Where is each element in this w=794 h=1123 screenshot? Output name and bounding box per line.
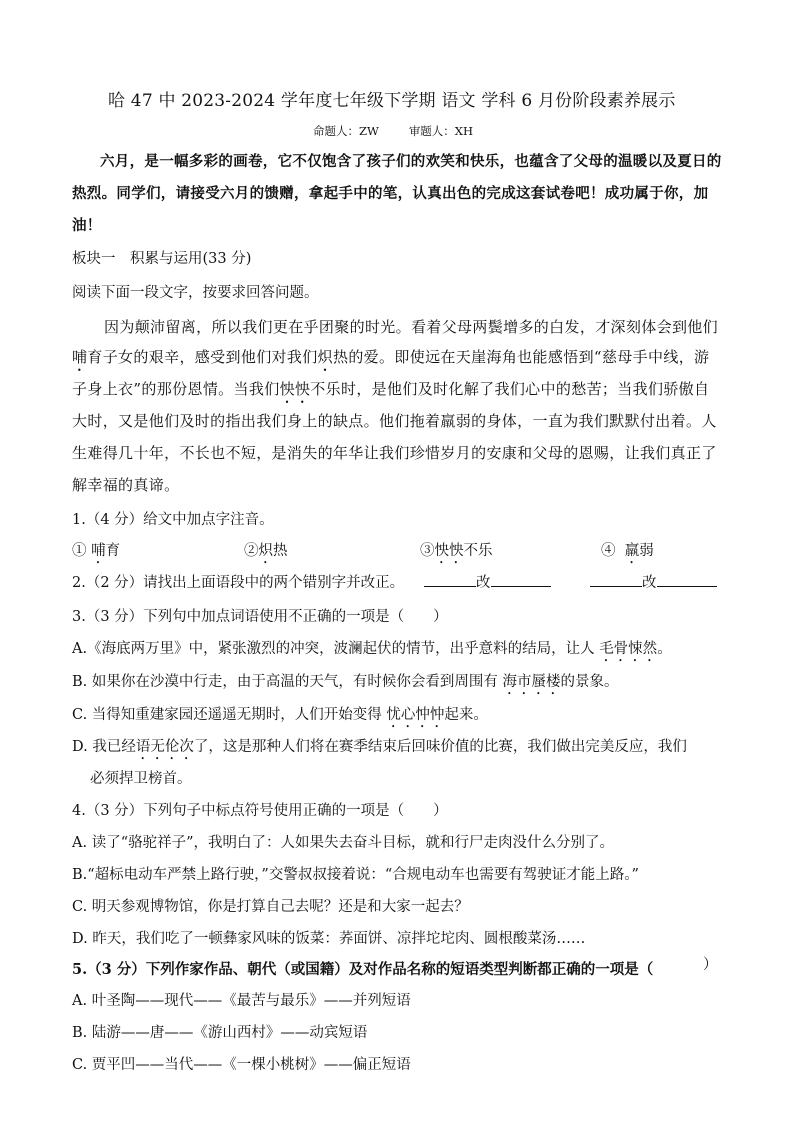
section-title: 板块一 积累与运用(33 分) bbox=[72, 251, 252, 267]
reviewer-label: 审题人：XH bbox=[408, 124, 474, 138]
author-line bbox=[313, 123, 473, 139]
intro-line-1: 六月，是一幅多彩的画卷，它不仅饱含了孩子们的欢笑和快乐，也蕴含了父母的温暖以及夏日的 bbox=[100, 153, 722, 170]
passage-line-6: 解幸福的真谛。 bbox=[72, 476, 180, 494]
q1-option-1: ① 哺育 bbox=[72, 543, 121, 559]
q5-option-c: C. 贾平凹——当代——《一棵小桃树》——偏正短语 bbox=[72, 1057, 411, 1073]
dotted-char-chi: 炽 bbox=[317, 348, 333, 366]
dotted-word-yangyang: 怏怏 bbox=[279, 380, 311, 398]
intro-line-2: 热烈。同学们，请接受六月的馈赠，拿起手中的笔，认真出色的完成这套试卷吧！成功属于你，加 bbox=[72, 185, 709, 202]
q1-option-2: ②炽热 bbox=[244, 543, 288, 559]
q4-option-a: A. 读了“骆驼祥子”，我明白了：人如果失去奋斗目标，就和行尸走肉没什么分别了。 bbox=[72, 835, 615, 851]
q3-option-d: D. 我已经语无伦次了，这是那种人们将在赛季结束后回味价值的比赛，我们做出完美反应，我们 bbox=[72, 739, 687, 755]
q3-option-c: C. 当得知重建家园还遥遥无期时，人们开始变得 忧心忡忡起来。 bbox=[72, 707, 488, 723]
q1-option-4: ④ 羸弱 bbox=[601, 543, 654, 559]
q3-option-b: B. 如果你在沙漠中行走，由于高温的天气，有时候你会看到周围有 海市蜃楼的景象。 bbox=[72, 674, 619, 690]
q5-option-a: A. 叶圣陶——现代——《最苦与最乐》——并列短语 bbox=[72, 993, 411, 1009]
q2-stem: 2.（2 分）请找出上面语段中的两个错别字并改正。 bbox=[72, 575, 405, 591]
exam-title: 哈 47 中 2023-2024 学年度七年级下学期 语文 学科 6 月份阶段素养展示 bbox=[108, 91, 676, 111]
passage-line-2: 哺育子女的艰辛，感受到他们对我们炽热的爱。即使远在天崖海角也能感悟到“慈母手中线，游 bbox=[72, 348, 710, 366]
dotted-char-bu: 哺 bbox=[72, 348, 88, 366]
passage-line-3: 子身上衣”的那份恩情。当我们怏怏不乐时，是他们及时化解了我们心中的愁苦；当我们骄傲自 bbox=[72, 380, 710, 398]
q2-answer-2[interactable]: 改 bbox=[590, 571, 717, 592]
author-label: 命题人：ZW bbox=[313, 124, 379, 138]
intro-line-3: 油！ bbox=[72, 217, 102, 234]
passage-line-5: 生难得几十年，不长也不短，是消失的年华让我们珍惜岁月的安康和父母的恩赐，让我们真正了 bbox=[72, 444, 717, 462]
q4-option-c: C. 明天参观博物馆，你是打算自己去呢？还是和大家一起去？ bbox=[72, 899, 469, 915]
passage-line-1: 因为颠沛留离，所以我们更在乎团聚的时光。看着父母两鬓增多的白发，才深刻体会到他们 bbox=[104, 318, 719, 336]
q2-answer-1[interactable]: 改 bbox=[424, 571, 551, 592]
q4-option-b: B.“超标电动车严禁上路行驶，”交警叔叔接着说：“合规电动车也需要有驾驶证才能上路。” bbox=[72, 867, 639, 883]
q3-stem: 3.（3 分）下列句中加点词语使用不正确的一项是（ ） bbox=[72, 609, 448, 625]
q4-option-d: D. 昨天，我们吃了一顿彝家风味的饭菜：荞面饼、凉拌坨坨肉、圆根酸菜汤…… bbox=[72, 931, 586, 947]
q3-option-d-line2: 必须捍卫榜首。 bbox=[90, 771, 192, 787]
q3-option-a: A.《海底两万里》中，紧张激烈的冲突，波澜起伏的情节，出乎意料的结局，让人 毛骨悚然。 bbox=[72, 641, 672, 657]
passage-line-4: 大时，又是他们及时的指出我们身上的缺点。他们拖着羸弱的身体，一直为我们默默付出着。人 bbox=[72, 412, 717, 430]
q5-stem: 5.（3 分）下列作家作品、朝代（或国籍）及对作品名称的短语类型判断都正确的一项是（ bbox=[72, 961, 654, 978]
q1-option-3: ③怏怏不乐 bbox=[420, 543, 493, 559]
q5-paren-close: ） bbox=[703, 957, 718, 973]
q1-stem: 1.（4 分）给文中加点字注音。 bbox=[72, 512, 274, 528]
section-instruction: 阅读下面一段文字，按要求回答问题。 bbox=[72, 285, 319, 301]
q5-option-b: B. 陆游——唐——《游山西村》——动宾短语 bbox=[72, 1025, 368, 1041]
q4-stem: 4.（3 分）下列句子中标点符号使用正确的一项是（ ） bbox=[72, 803, 448, 819]
